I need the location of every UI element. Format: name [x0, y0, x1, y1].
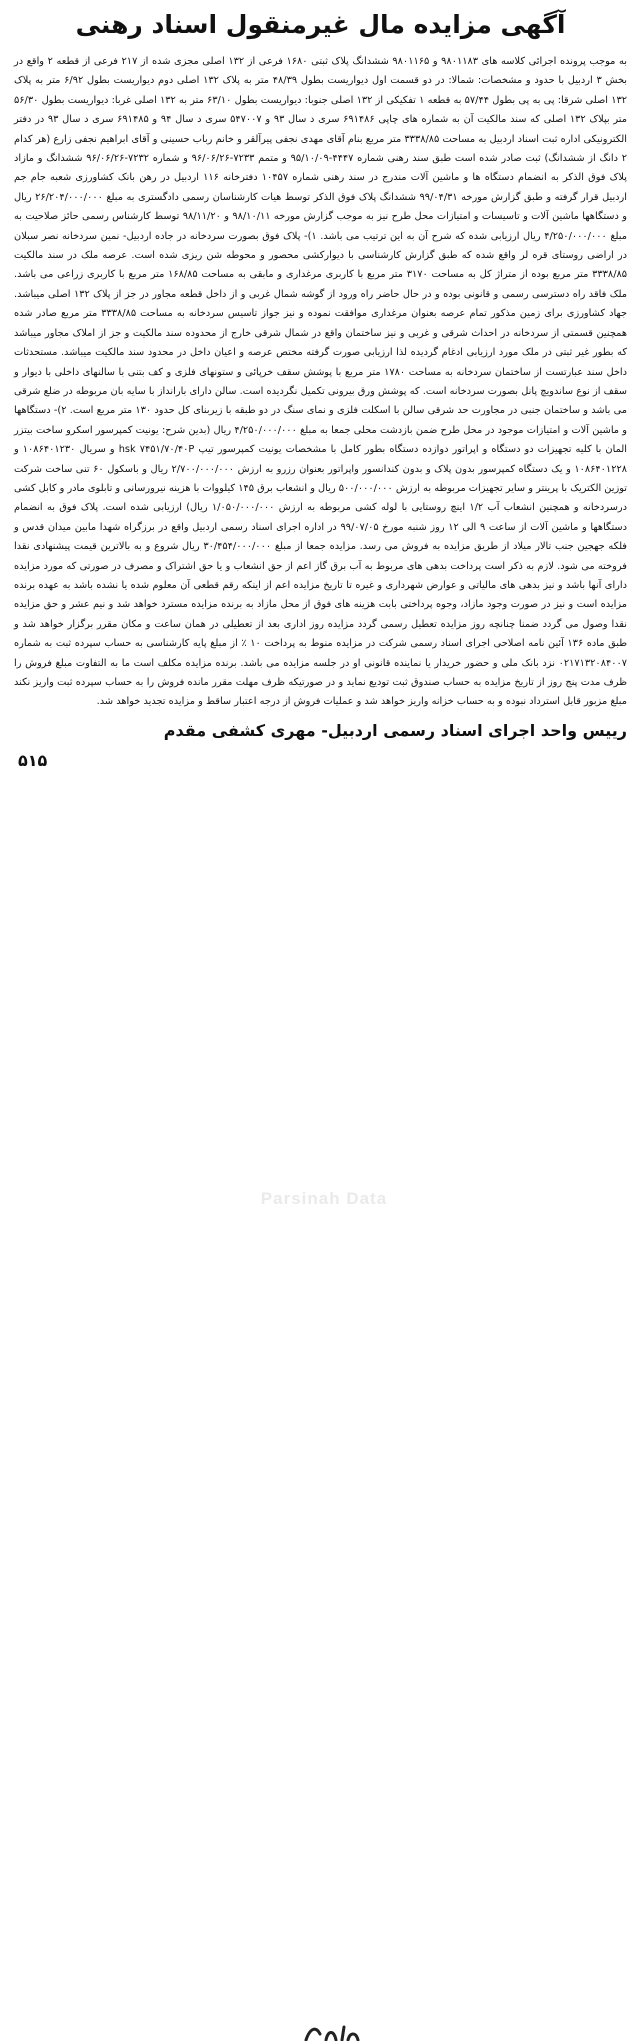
notice-title: آگهی مزایده مال غیرمنقول اسناد رهنی	[75, 10, 566, 39]
watermark: Parsinah Data	[260, 1189, 388, 1208]
next-notice-fragment	[0, 2016, 641, 2041]
notice-signature: رییس واحد اجرای اسناد رسمی اردبیل- مهری کشفی مقدم	[163, 720, 627, 740]
notice-body: به موجب پرونده اجرائی کلاسه های ۹۸۰۱۱۸۳ و ۹۸۰۱۱۶۵ ششدانگ پلاک ثبتی ۱۶۸۰ فرعی از ۱۳۲ اصلی مجزی شده از ۲۱۷ فرعی از قطعه ۲ واقع در بخش ۳ اردبیل با حدود و مشخصات: شمالا: در دو قسمت اول دیواریست بطول ۴۸/۳۹ متر به پلاک ۱۳۲ اصلی دوم دیواریست بطول ۶/۹۲ متر به پلاک ۱۳۲ اصلی شرقا: پی به پی بطول ۵۷/۴۴ به قطعه ۱ تفکیکی از ۱۳۲ اصلی جنوبا: دیواریست بطول ۶۳/۱۰ متر به ۱۳۲ اصلی غربا: دیواریست بطول ۵۶/۳۰ متر بپلاک ۱۳۲ اصلی که سند مالکیت آن به شماره های چاپی ۶۹۱۴۸۶ سری د سال ۹۳ و ۵۴۷۰۰۷ سری د سال ۹۴ و ۶۹۱۴۸۵ سری د سال ۹۳ در دفتر الکترونیکی اداره ثبت اسناد اردبیل به مساحت ۳۳۳۸/۸۵ متر مربع بنام آقای مهدی نجفی پیرآلقر و خانم رباب حسینی و آقای ابراهیم نجفی زارع (هر کدام ۲ دانگ از ششدانگ) ثبت صادر شده است طبق سند رهنی شماره ۴۴۴۷-۹۵/۱۰/۰۹ و متمم ۷۲۳۳-۹۶/۰۶/۲۶ و شماره ۷۲۳۲-۹۶/۰۶/۲۶ ششدانگ و مازاد پلاک فوق الذکر به انضمام دستگاه ها و ماشین آلات مندرج در سند رهنی شماره ۱۰۴۵۷ دفترخانه ۱۱۶ اردبیل در رهن بانک کشاورزی شعبه جام جم اردبیل قرار گرفته و طبق گزارش مورخه ۹۹/۰۴/۳۱ ششدانگ پلاک فوق الذکر توسط هیات کارشناسان رسمی دادگستری به مبلغ ۲۶/۲۰۴/۰۰۰/۰۰۰ ریال و دستگاهها ماشین آلات و تاسیسات و امتیازات محل طرح نیز به موجب گزارش مورخه ۹۸/۱۰/۱۱ و ۹۸/۱۱/۲۰ توسط کارشناس رسمی حائز صلاحیت به مبلغ ۴/۲۵۰/۰۰۰/۰۰۰ ریال ارزیابی شده که شرح آن به این ترتیب می باشد. ۱)- پلاک فوق بصورت سردخانه در جاده اردبیل- نمین سردخانه نصر سبلان در اراضی روستای قره لر واقع شده که طبق گزارش کارشناسی با دیوارکشی محصور و محوطه شن ریزی شده است. عرصه ملک در سند مالکیت ۳۳۳۸/۸۵ متر مربع بوده از متراژ کل به مساحت ۳۱۷۰ متر مربع با کاربری مرغداری و مابقی به مساحت ۱۶۸/۸۵ متر مربع با کاربری زراعی می باشد. ملک فاقد راه دسترسی رسمی و قانونی بوده و در حال حاضر راه ورود از گوشه شمال غربی و از داخل قطعه مجاور در جز از پلاک ۱۳۲ اصلی میباشد. جهاد کشاورزی برای زمین مذکور تمام عرصه بعنوان مرغداری موافقت نموده و نیز جواز تاسیس سردخانه به مساحت ۳۳۳۸/۸۵ متر مربع صادر شده همچنین قسمتی از سردخانه در احداث شرقی و غربی و نیز ساختمان واقع در شمال شرقی خارج از محدوده سند مالکیت و جز از املاک مجاور میباشد که بطور غیر ثبتی در ملک مورد ارزیابی ادغام گردیده لذا ارزیابی صورت گرفته مختص عرصه و اعیان داخل در محدود سند مالکیت میباشد. مستحدثات داخل سند عبارتست از ساختمان سردخانه به مساحت ۱۷۸۰ متر مربع با پوشش سقف خرپائی و ستونهای فلزی و کف بتنی با سالنهای داخلی با دیوار و سقف از نوع ساندویچ پانل بصورت سردخانه است. که پوشش ورق بیرونی تکمیل نگردیده است. سالن دارای بارانداز با سایه بان مربوطه در ضلع شرقی می باشد و ساختمان جنبی در مجاورت حد شرقی سالن با اسکلت فلزی و نمای سنگ در دو طبقه با زیربنای کل حدود ۱۳۰ متر مربع است. ۲)- دستگاهها و ماشین آلات و امتیازات موجود در محل طرح ضمن بازدشت محلی جمعا به مبلغ ۴/۲۵۰/۰۰۰/۰۰۰ ریال (بدین شرح: یونیت کمپرسور اسکرو ساخت بیتزر المان با کلیه تجهیزات دو دستگاه و اپراتور دوازده دستگاه بطور کامل با مشخصات یونیت کمپرسور تیپ hsk ۷۴۵۱/۷۰/۴۰P و سریال ۱۰۸۶۴۰۱۲۳۰ و ۱۰۸۶۴۰۱۲۲۸ و یک دستگاه کمپرسور بدون پلاک و بدون کندانسور واپراتور بعنوان رزرو به ارزش ۲/۷۰۰/۰۰۰/۰۰۰ ریال و باسکول ۶۰ تنی ساخت شرکت توزین الکتریک با پرینتر و سایر تجهیزات مربوطه به ارزش ۵۰۰/۰۰۰/۰۰۰ ریال و انشعاب برق ۱۴۵ کیلووات با هزینه نیرورسانی و تابلوی مادر و کابل کشی درسردخانه و همچنین انشعاب آب ۱/۲ اینچ روستایی با لوله کشی مربوطه به ارزش ۱/۰۵۰/۰۰۰/۰۰۰ ریال) ارزیابی شده است. پلاک فوق به انضمام دستگاهها و ماشین آلات از ساعت ۹ الی ۱۲ روز شنبه مورخ ۹۹/۰۷/۰۵ در اداره اجرای اسناد رسمی اردبیل واقع در برزگراه شهدا مابین میدان قدس و فلکه جهجین جنب تالار میلاد از طریق مزایده به فروش می رسد. مزایده جمعا از مبلغ ۳۰/۴۵۴/۰۰۰/۰۰۰ ریال شروع و به بالاترین قیمت پیشنهادی نقدا فروخته می شود. لازم به ذکر است پرداخت بدهی های مربوط به آب برق گاز اعم از حق انشعاب و یا حق اشتراک و مصرف در صورتی که مورد مزایده دارای آنها باشد و نیز بدهی های مالیاتی و عوارض شهرداری و غیره تا تاریخ مزایده اعم از اینکه رقم قطعی آن معلوم شده یا نشده باشد به عهده برنده مزایده است و نیز در صورت وجود مازاد، وجوه پرداختی بابت هزینه های فوق از محل مازاد به برنده مزایده مسترد خواهد شد و نیم عشر و حق مزایده نقدا وصول می گردد ضمنا چنانچه روز مزایده تعطیل رسمی گردد مزایده روز اداری بعد از تعطیلی در همان ساعت و مکان مقرر برگزار خواهد شد و طبق ماده ۱۳۶ آئین نامه اصلاحی اجرای اسناد رسمی شرکت در مزایده منوط به پرداخت ۱۰ ٪ از مبلغ پایه کارشناسی به حساب سپرده ثبت به شماره ۰۲۱۷۱۳۲۰۸۴۰۰۷ نزد بانک ملی و حضور خریدار یا نماینده قانونی او در جلسه مزایده می باشد. برنده مزایده مکلف است ما به التفاوت مبلغ فروش را ظرف مدت پنج روز از تاریخ مزایده به حساب صندوق ثبت تودیع نماید و در صورتیکه ظرف مهلت مقرر مانده فروش را به حساب سپرده ثبت واریز نکند مبلغ مزبور قابل استرداد نبوده و به حساب خزانه واریز خواهد شد و عملیات فروش از درجه اعتبار ساقط و مزایده تجدید خواهد شد.	[14, 56, 628, 708]
notice-number: ۵۱۵	[18, 750, 48, 770]
cropped-heading-fragment	[300, 2024, 360, 2041]
